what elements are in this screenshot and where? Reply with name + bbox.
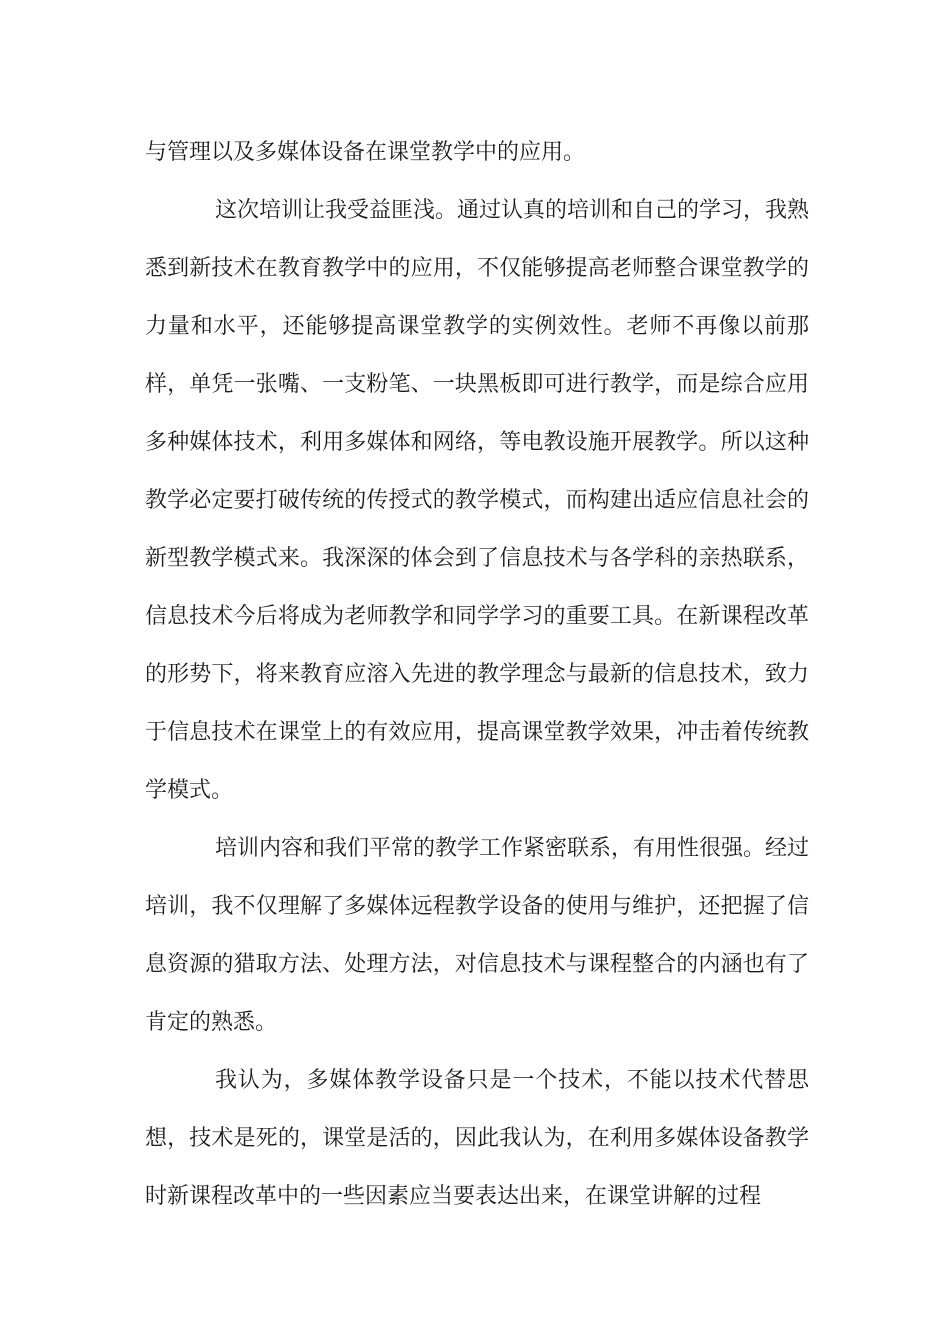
paragraph-3: 培训内容和我们平常的教学工作紧密联系，有用性很强。经过培训，我不仅理解了多媒体远程教学设备的使用与维护，还把握了信息资源的猎取方法、处理方法，对信息技术与课程整合的内涵也有了肯定的熟悉。	[145, 836, 810, 1035]
paragraph-1: 与管理以及多媒体设备在课堂教学中的应用。	[145, 140, 586, 165]
document-body	[145, 124, 809, 1226]
paragraph-2: 这次培训让我受益匪浅。通过认真的培训和自己的学习，我熟悉到新技术在教育教学中的应用，不仅能够提高老师整合课堂教学的力量和水平，还能够提高课堂教学的实例效性。老师不再像以前那样，单凭一张嘴、一支粉笔、一块黑板即可进行教学，而是综合应用多种媒体技术，利用多媒体和网络，等电教设施开展教学。所以这种教学必定要打破传统的传授式的教学模式，而构建出适应信息社会的新型教学模式来。我深深的体会到了信息技术与各学科的亲热联系，信息技术今后将成为老师教学和同学学习的重要工具。在新课程改革的形势下，将来教育应溶入先进的教学理念与最新的信息技术，致力于信息技术在课堂上的有效应用，提高课堂教学效果，冲击着传统教学模式。	[145, 198, 810, 803]
paragraph-4: 我认为，多媒体教学设备只是一个技术，不能以技术代替思想，技术是死的，课堂是活的，因此我认为，在利用多媒体设备教学时新课程改革中的一些因素应当要表达出来，在课堂讲解的过程	[145, 1068, 809, 1209]
